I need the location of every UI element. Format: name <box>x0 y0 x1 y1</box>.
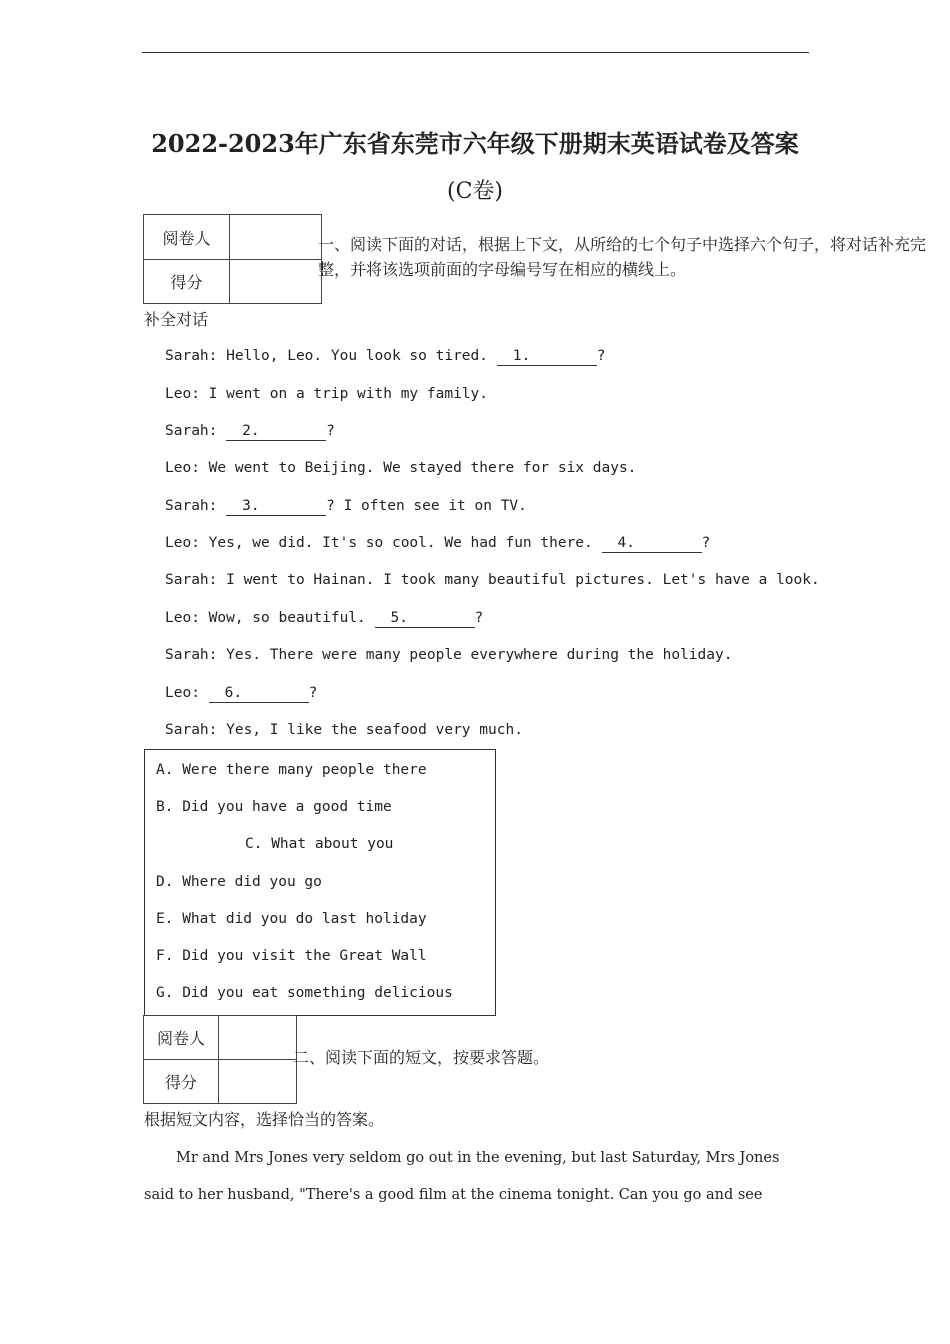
answer-blank[interactable]: 5. <box>375 610 475 628</box>
option-b: B. Did you have a good time <box>156 799 392 815</box>
score-box-1 <box>143 214 322 304</box>
answer-blank[interactable]: 2. <box>226 423 326 441</box>
option-g: G. Did you eat something delicious <box>156 985 453 1001</box>
dialogue-text-after: ? <box>474 610 484 626</box>
answer-blank[interactable]: 1. <box>497 348 597 366</box>
dialogue-line <box>165 572 820 588</box>
dialogue-line <box>165 722 523 738</box>
section2-subheading: 根据短文内容，选择恰当的答案。 <box>144 1110 385 1129</box>
section1-instruction-line2: 整，并将该选项前面的字母编号写在相应的横线上。 <box>318 260 687 279</box>
dialogue-text: Sarah: I went to Hainan. I took many beautiful pictures. Let's have a look. <box>165 572 820 588</box>
section2-instruction: 二、阅读下面的短文，按要求答题。 <box>293 1048 550 1067</box>
dialogue-line <box>165 685 317 703</box>
dialogue-line <box>165 348 605 366</box>
answer-blank[interactable]: 6. <box>209 685 309 703</box>
dialogue-line <box>165 535 710 553</box>
dialogue-text-after: ? <box>308 685 318 701</box>
score-box-2 <box>143 1015 297 1104</box>
dialogue-text-after: ? <box>326 423 335 439</box>
section1-instruction-line1: 一、阅读下面的对话，根据上下文，从所给的七个句子中选择六个句子，将对话补充完 <box>318 235 927 254</box>
score-cell <box>230 260 322 304</box>
dialogue-line <box>165 460 636 476</box>
reviewer-cell <box>219 1016 297 1060</box>
answer-blank[interactable]: 4. <box>602 535 702 553</box>
dialogue-text-after: ? I often see it on TV. <box>326 498 527 514</box>
score-label: 得分 <box>144 1060 219 1104</box>
option-e: E. What did you do last holiday <box>156 911 427 927</box>
score-cell <box>219 1060 297 1104</box>
dialogue-text: Sarah: Yes. There were many people everywhere during the holiday. <box>165 647 733 663</box>
dialogue-line <box>165 423 335 441</box>
dialogue-text: Leo: Wow, so beautiful. <box>165 610 375 626</box>
dialogue-text: Sarah: Yes, I like the seafood very much. <box>165 722 523 738</box>
dialogue-text-after: ? <box>701 535 711 551</box>
passage-line-1: Mr and Mrs Jones very seldom go out in the evening, but last Saturday, Mrs Jones <box>176 1150 780 1166</box>
passage-line-2: said to her husband, "There's a good film at the cinema tonight. Can you go and see <box>144 1187 763 1203</box>
option-d: D. Where did you go <box>156 874 322 890</box>
reviewer-label: 阅卷人 <box>144 1016 219 1060</box>
section1-subheading: 补全对话 <box>144 310 209 329</box>
page-subtitle: (C卷) <box>447 179 503 204</box>
score-label: 得分 <box>144 260 230 304</box>
option-c: C. What about you <box>245 836 394 852</box>
dialogue-text: Sarah: <box>165 423 227 439</box>
option-f: F. Did you visit the Great Wall <box>156 948 427 964</box>
option-a: A. Were there many people there <box>156 762 427 778</box>
dialogue-text: Leo: I went on a trip with my family. <box>165 386 489 402</box>
dialogue-text-after: ? <box>596 348 606 364</box>
options-box <box>144 749 496 1016</box>
reviewer-cell <box>230 215 322 260</box>
dialogue-text: Sarah: <box>165 498 227 514</box>
reviewer-label: 阅卷人 <box>144 215 230 260</box>
top-rule <box>142 52 809 53</box>
dialogue-line <box>165 647 732 663</box>
dialogue-text: Leo: Yes, we did. It's so cool. We had fun there. <box>165 535 602 551</box>
answer-blank[interactable]: 3. <box>226 498 326 516</box>
dialogue-text: Leo: <box>165 685 209 701</box>
dialogue-line <box>165 386 488 402</box>
dialogue-text: Leo: We went to Beijing. We stayed there for six days. <box>165 460 637 476</box>
dialogue-line <box>165 498 527 516</box>
page-title: 2022-2023年广东省东莞市六年级下册期末英语试卷及答案 <box>151 129 799 158</box>
dialogue-line <box>165 610 483 628</box>
dialogue-text: Sarah: Hello, Leo. You look so tired. <box>165 348 497 364</box>
